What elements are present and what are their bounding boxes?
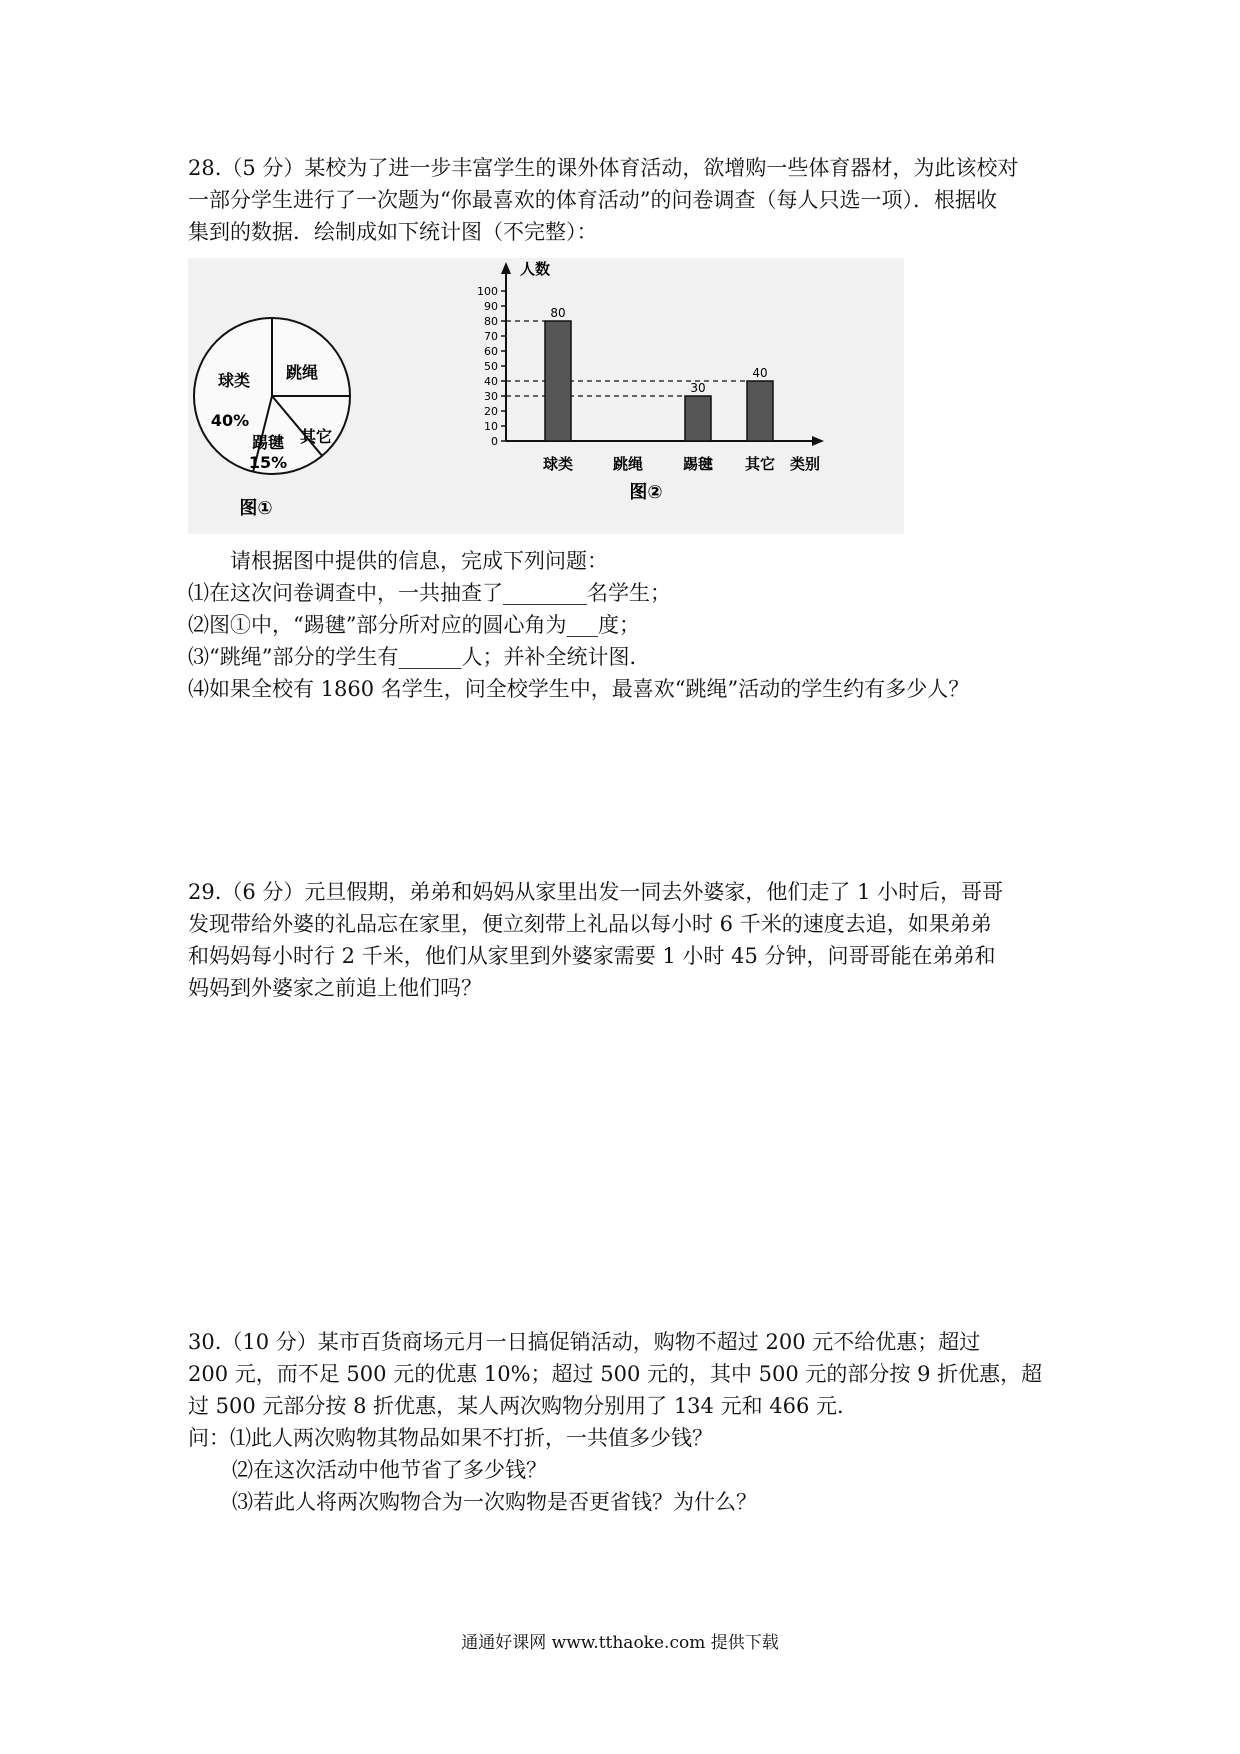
x-tick-label: 球类 bbox=[542, 455, 574, 473]
q30-line: 30.（10 分）某市百货商场元月一日搞促销活动，购物不超过 200 元不给优惠；超过 bbox=[188, 1330, 981, 1354]
x-axis-title: 类别 bbox=[790, 455, 821, 473]
q29-line: 妈妈到外婆家之前追上他们吗？ bbox=[188, 976, 482, 1000]
q28-question-1: ⑴在这次问卷调查中，一共抽查了________名学生； bbox=[188, 581, 671, 605]
q28-text bbox=[188, 152, 1018, 248]
q29-line: 发现带给外婆的礼品忘在家里，便立刻带上礼品以每小时 6 千米的速度去追，如果弟弟 bbox=[188, 912, 992, 936]
y-tick-label: 20 bbox=[484, 405, 498, 418]
footer: 通通好课网 www.tthaoke.com 提供下载 bbox=[461, 1633, 779, 1653]
statistics-figure bbox=[188, 258, 904, 534]
y-axis-title: 人数 bbox=[520, 260, 551, 278]
y-tick-label: 50 bbox=[484, 360, 498, 373]
q30-question-3: ⑶若此人将两次购物合为一次购物是否更省钱？为什么？ bbox=[232, 1490, 757, 1514]
bar-value-label: 40 bbox=[752, 366, 768, 380]
x-tick-label: 踢毽 bbox=[682, 455, 714, 473]
pie-label-rope: 跳绳 bbox=[285, 363, 319, 382]
q30-line: 过 500 元部分按 8 折优惠，某人两次购物分别用了 134 元和 466 元． bbox=[188, 1394, 859, 1418]
pie-percent-shuttlecock: 15% bbox=[248, 453, 288, 472]
q28-question-4: ⑷如果全校有 1860 名学生，问全校学生中，最喜欢“跳绳”活动的学生约有多少人？ bbox=[188, 677, 970, 701]
pie-label-ball: 球类 bbox=[217, 371, 251, 390]
q29-line: 29.（6 分）元旦假期，弟弟和妈妈从家里出发一同去外婆家，他们走了 1 小时后，哥哥 bbox=[188, 880, 1004, 904]
q30-question-1: 问：⑴此人两次购物其物品如果不打折，一共值多少钱？ bbox=[188, 1426, 713, 1450]
q30-line: 200 元，而不足 500 元的优惠 10%；超过 500 元的，其中 500 元的部分按 9 折优惠，超 bbox=[188, 1362, 1043, 1386]
bar-3 bbox=[747, 381, 773, 441]
q28-line: 28.（5 分）某校为了进一步丰富学生的课外体育活动，欲增购一些体育器材，为此该校对 bbox=[188, 156, 1019, 180]
q28-questions bbox=[188, 545, 969, 705]
y-tick-label: 90 bbox=[484, 300, 498, 313]
bar-2 bbox=[685, 396, 711, 441]
y-tick-label: 80 bbox=[484, 315, 498, 328]
q28-question-2: ⑵图①中，“踢毽”部分所对应的圆心角为___度； bbox=[188, 613, 640, 637]
q28-line: 一部分学生进行了一次题为“你最喜欢的体育活动”的问卷调查（每人只选一项）．根据收 bbox=[188, 188, 997, 212]
q28-question-3: ⑶“跳绳”部分的学生有______人；并补全统计图． bbox=[188, 645, 651, 669]
bar-value-label: 80 bbox=[550, 306, 566, 320]
q29-text bbox=[188, 876, 1003, 1004]
pie-percent-ball: 40% bbox=[210, 411, 250, 430]
q30-question-2: ⑵在这次活动中他节省了多少钱？ bbox=[232, 1458, 547, 1482]
y-tick-label: 100 bbox=[477, 285, 498, 298]
y-tick-label: 60 bbox=[484, 345, 498, 358]
bar-value-label: 30 bbox=[690, 381, 706, 395]
x-tick-label: 其它 bbox=[744, 455, 776, 473]
q28-intro: 请根据图中提供的信息，完成下列问题： bbox=[230, 549, 608, 573]
q28-line: 集到的数据．绘制成如下统计图（不完整）： bbox=[188, 220, 598, 244]
q30-text bbox=[188, 1326, 1042, 1518]
y-tick-label: 30 bbox=[484, 390, 498, 403]
y-tick-label: 10 bbox=[484, 420, 498, 433]
q29-line: 和妈妈每小时行 2 千米，他们从家里到外婆家需要 1 小时 45 分钟，问哥哥能在弟弟和 bbox=[188, 944, 996, 968]
bar-0 bbox=[545, 321, 571, 441]
pie-label-other: 其它 bbox=[299, 427, 333, 446]
y-tick-label: 70 bbox=[484, 330, 498, 343]
x-tick-label: 跳绳 bbox=[612, 455, 644, 473]
y-tick-label: 0 bbox=[491, 435, 498, 448]
bar-caption: 图② bbox=[629, 482, 663, 503]
pie-label-shuttlecock: 踢毽 bbox=[251, 433, 285, 452]
y-tick-label: 40 bbox=[484, 375, 498, 388]
pie-caption: 图① bbox=[239, 498, 273, 519]
